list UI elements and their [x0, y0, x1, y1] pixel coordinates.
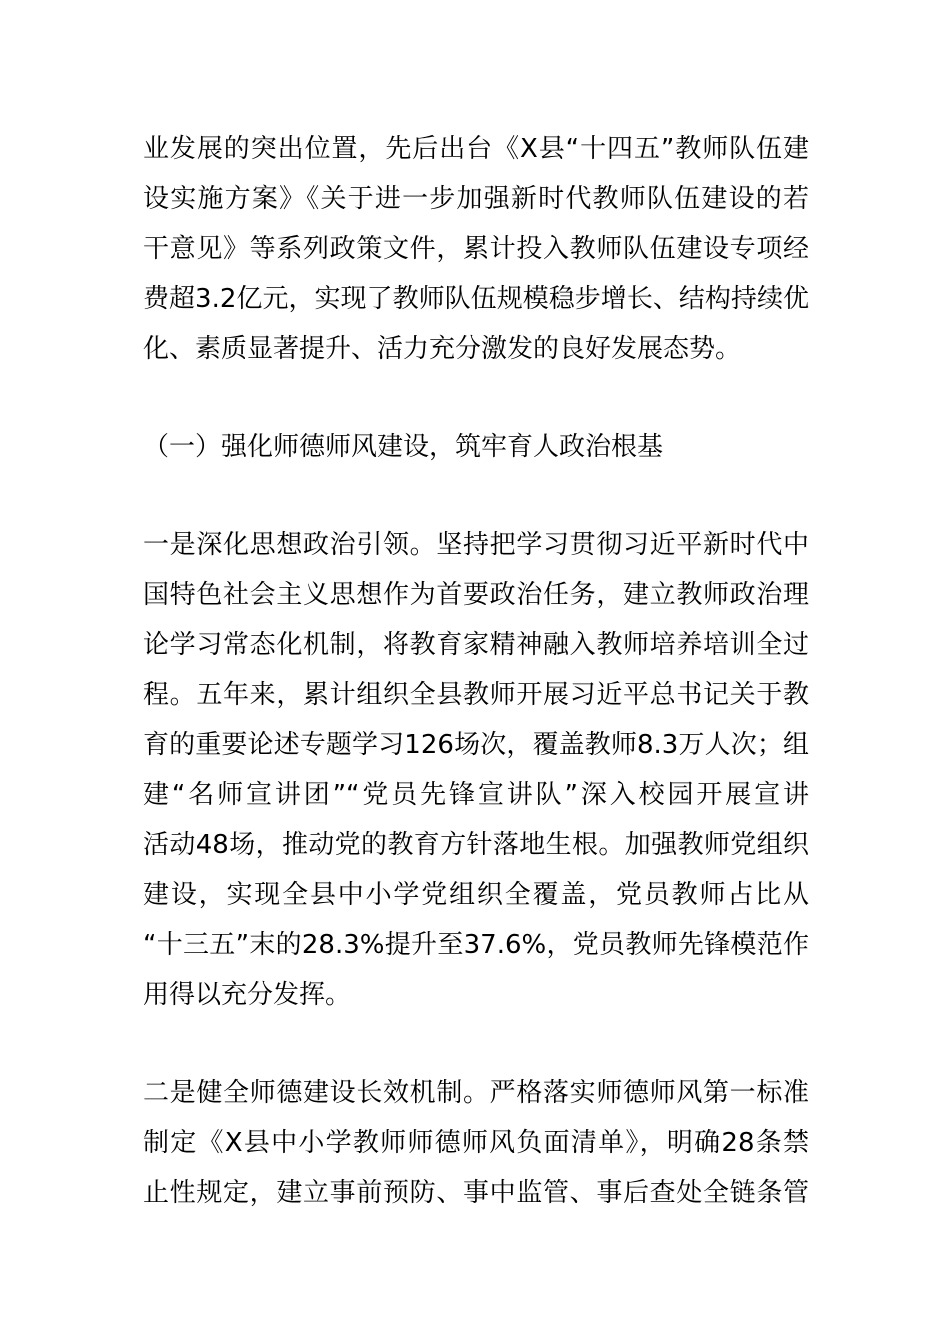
paragraph-2-line-6: 建“名师宣讲团”“党员先锋宣讲队”深入校园开展宣讲: [143, 780, 809, 810]
paragraph-2-line-3: 论学习常态化机制，将教育家精神融入教师培养培训全过: [143, 630, 809, 660]
paragraph-2-line-4: 程。五年来，累计组织全县教师开展习近平总书记关于教: [143, 680, 809, 710]
paragraph-2-line-10: 用得以充分发挥。: [143, 980, 352, 1010]
document-body: [143, 124, 809, 1218]
paragraph-1-line-4: 费超3.2亿元，实现了教师队伍规模稳步增长、结构持续优: [143, 284, 809, 314]
section-heading: （一）强化师德师风建设，筑牢育人政治根基: [143, 432, 664, 462]
paragraph-spacer: [143, 1020, 809, 1068]
paragraph-spacer: [143, 374, 809, 422]
paragraph-1-line-5: 化、素质显著提升、活力充分激发的良好发展态势。: [143, 334, 742, 364]
paragraph-2-line-8: 建设，实现全县中小学党组织全覆盖，党员教师占比从: [143, 880, 809, 910]
paragraph-1-line-1: 业发展的突出位置，先后出台《X县“十四五”教师队伍建: [143, 134, 809, 164]
paragraph-spacer: [143, 472, 809, 520]
paragraph-3-line-2: 制定《X县中小学教师师德师风负面清单》，明确28条禁: [143, 1128, 809, 1158]
paragraph-2-line-5: 育的重要论述专题学习126场次，覆盖教师8.3万人次；组: [143, 730, 809, 760]
paragraph-1-line-2: 设实施方案》《关于进一步加强新时代教师队伍建设的若: [143, 184, 809, 214]
paragraph-3-line-3: 止性规定，建立事前预防、事中监管、事后查处全链条管: [143, 1178, 809, 1208]
paragraph-2-line-1: 一是深化思想政治引领。坚持把学习贯彻习近平新时代中: [143, 530, 809, 560]
paragraph-3-line-1: 二是健全师德建设长效机制。严格落实师德师风第一标准: [143, 1078, 809, 1108]
paragraph-2-line-9: “十三五”末的28.3%提升至37.6%，党员教师先锋模范作: [143, 930, 809, 960]
paragraph-1-line-3: 干意见》等系列政策文件，累计投入教师队伍建设专项经: [143, 234, 809, 264]
paragraph-2-line-7: 活动48场，推动党的教育方针落地生根。加强教师党组织: [143, 830, 809, 860]
paragraph-2-line-2: 国特色社会主义思想作为首要政治任务，建立教师政治理: [143, 580, 809, 610]
